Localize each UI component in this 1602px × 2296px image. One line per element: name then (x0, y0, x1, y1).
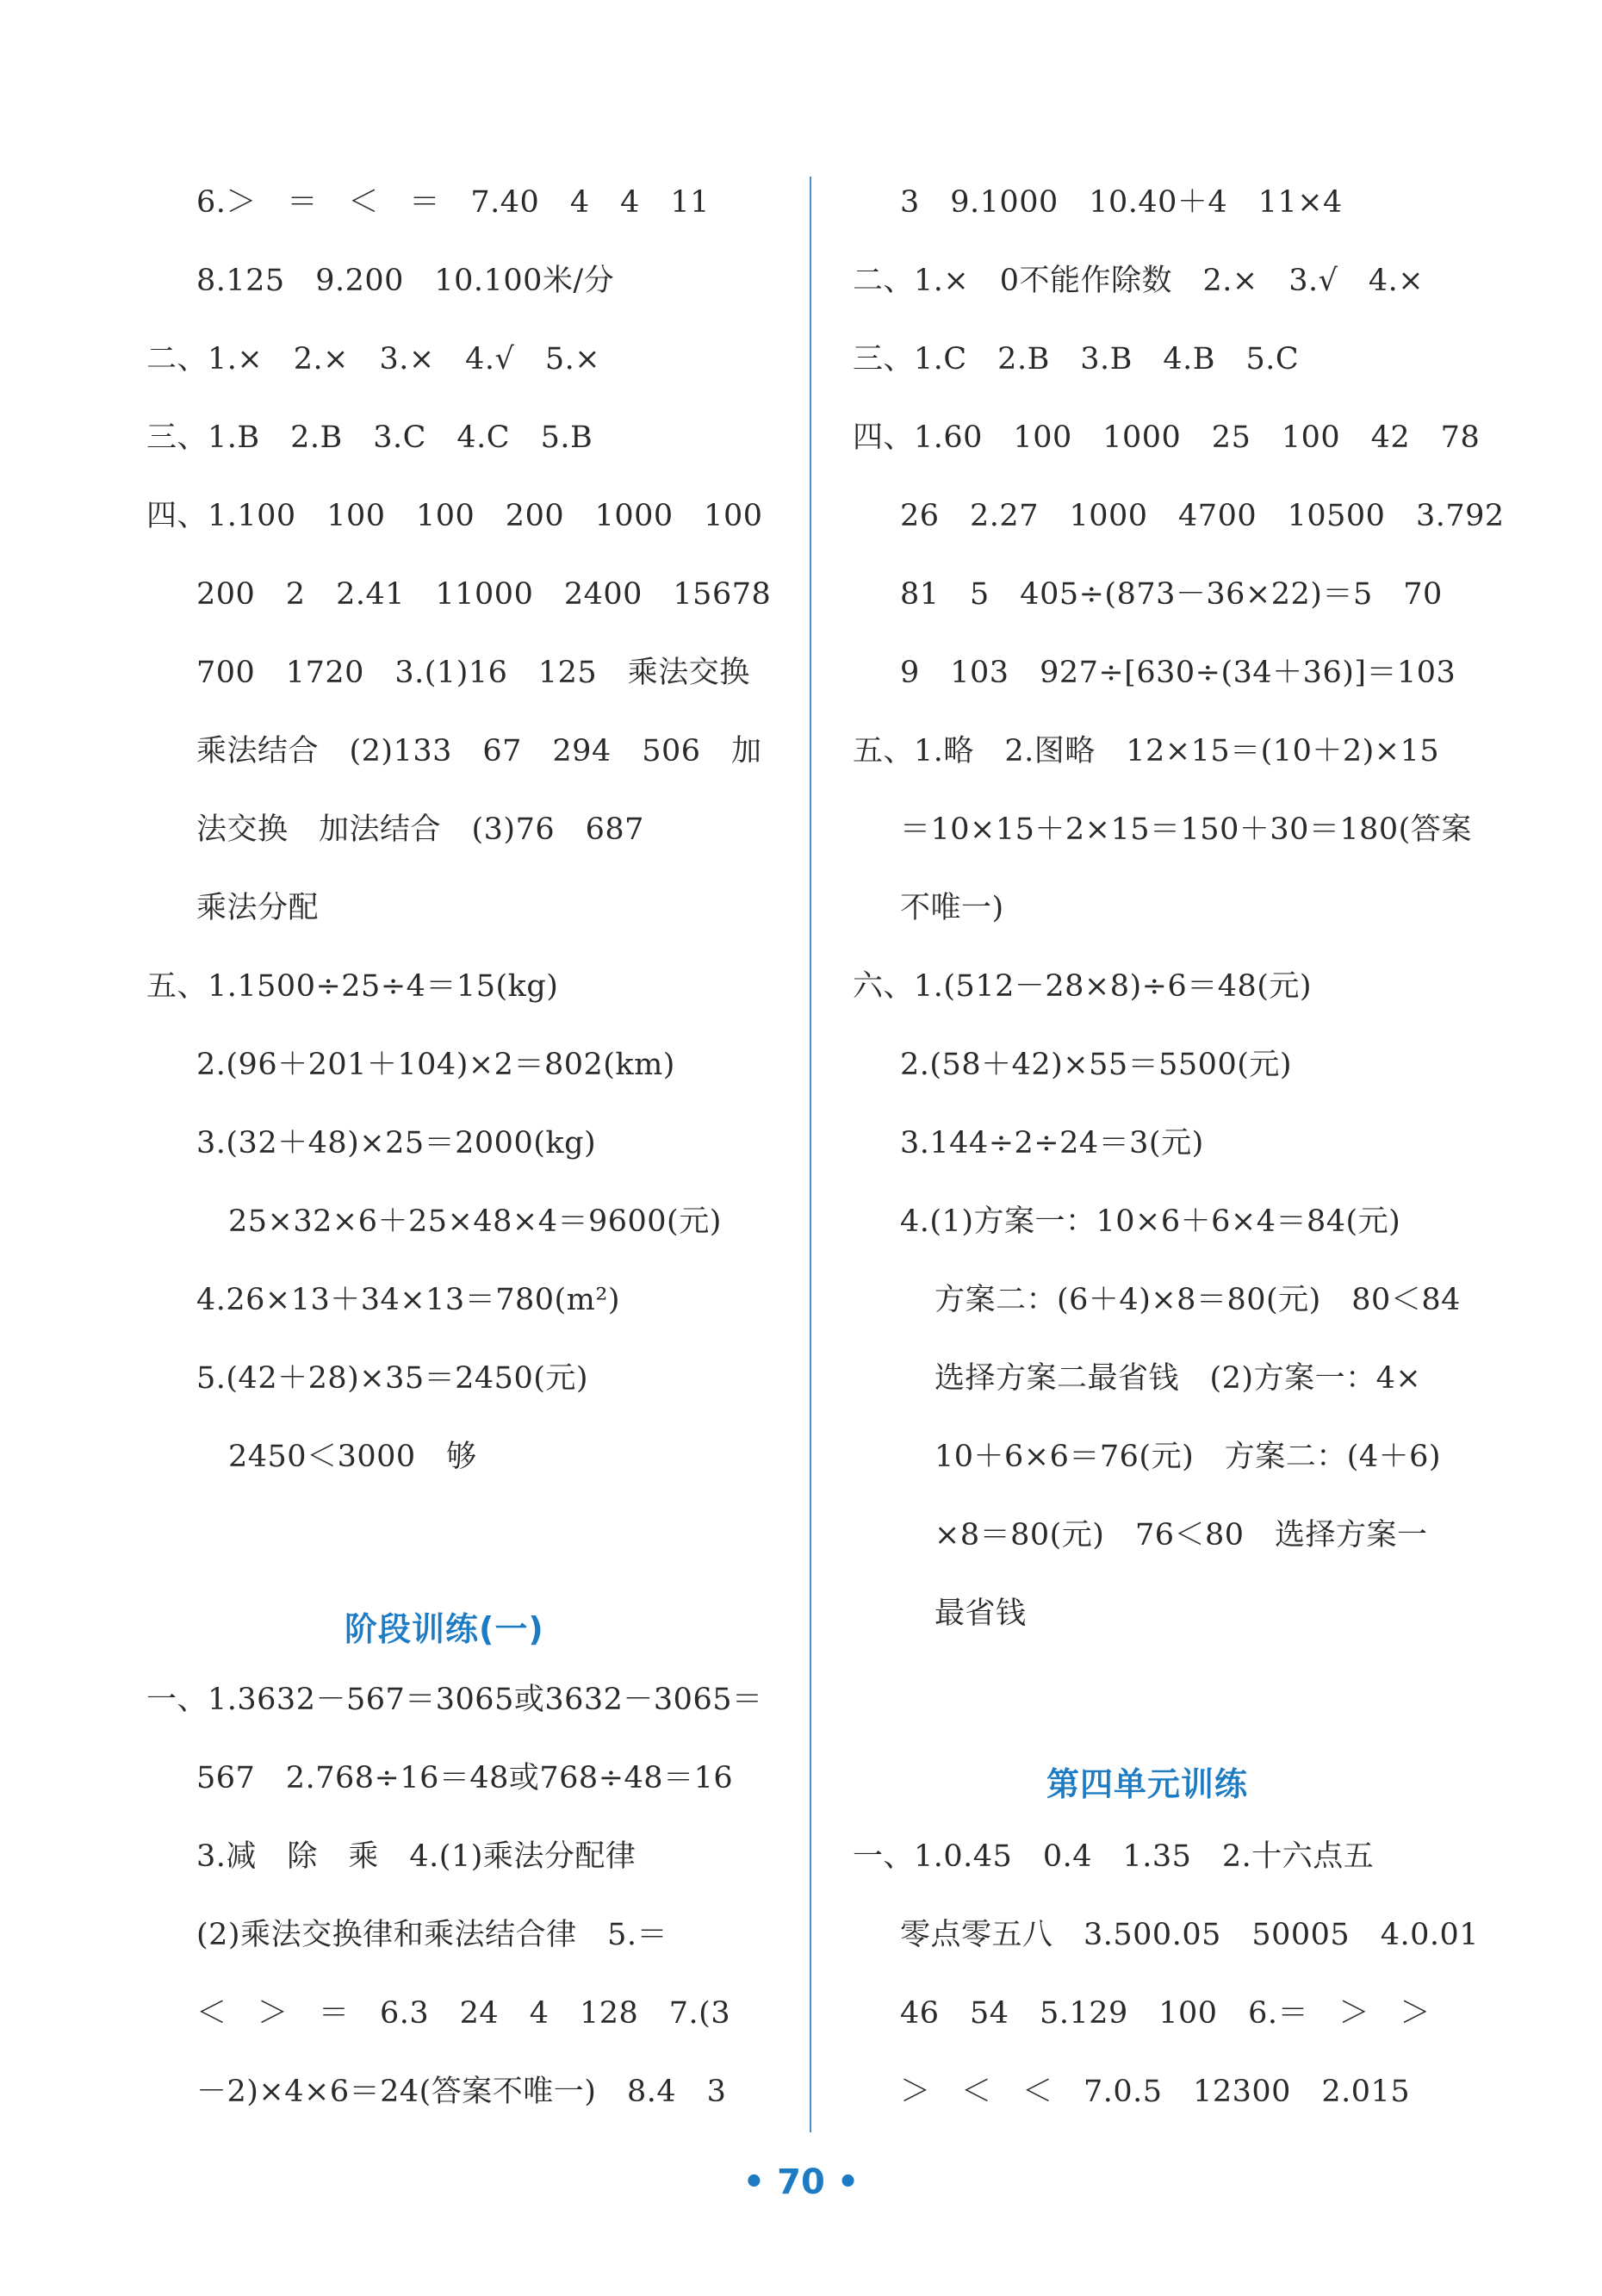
answer-line: 567 2.768÷16＝48或768÷48＝16 (196, 1761, 734, 1795)
answer-line: 9 103 927÷[630÷(34＋36)]＝103 (900, 656, 1456, 690)
answer-line: 法交换 加法结合 (3)76 687 (196, 812, 644, 847)
answer-line: 选择方案二最省钱 (2)方案一：4× (934, 1361, 1422, 1396)
answer-line: 4.26×13＋34×13＝780(m²) (196, 1283, 621, 1317)
answer-line: 五、1.略 2.图略 12×15＝(10＋2)×15 (853, 734, 1440, 768)
page-number: • 70 • (742, 2162, 860, 2202)
answer-line: 一、1.0.45 0.4 1.35 2.十六点五 (853, 1839, 1375, 1874)
answer-line: 26 2.27 1000 4700 10500 3.792 (900, 499, 1505, 533)
answer-line: 六、1.(512－28×8)÷6＝48(元) (853, 969, 1313, 1004)
answer-line: 三、1.C 2.B 3.B 4.B 5.C (853, 342, 1300, 376)
answer-line: 46 54 5.129 100 6.＝ ＞ ＞ (900, 1996, 1431, 2031)
answer-line: 零点零五八 3.500.05 50005 4.0.01 (900, 1918, 1480, 1952)
answer-line: 方案二：(6＋4)×8＝80(元) 80＜84 (934, 1283, 1461, 1317)
answer-line: 4.(1)方案一：10×6＋6×4＝84(元) (900, 1204, 1401, 1239)
answer-line: 25×32×6＋25×48×4＝9600(元) (228, 1204, 722, 1239)
answer-line: 3.144÷2÷24＝3(元) (900, 1126, 1204, 1160)
section-title-stage-training: 阶段训练(一) (345, 1610, 544, 1648)
answer-line: －2)×4×6＝24(答案不唯一) 8.4 3 (196, 2075, 727, 2109)
answer-line: 一、1.3632－567＝3065或3632－3065＝ (146, 1683, 763, 1717)
answer-line: 不唯一) (900, 891, 1004, 925)
answer-line: 四、1.60 100 1000 25 100 42 78 (853, 420, 1481, 455)
answer-line: 3 9.1000 10.40＋4 11×4 (900, 185, 1343, 220)
answer-line: 10＋6×6＝76(元) 方案二：(4＋6) (934, 1440, 1442, 1474)
answer-line: 五、1.1500÷25÷4＝15(kg) (146, 969, 559, 1004)
answer-line: 2.(58＋42)×55＝5500(元) (900, 1048, 1293, 1082)
answer-line: (2)乘法交换律和乘法结合律 5.＝ (196, 1918, 668, 1952)
answer-line: ＝10×15＋2×15＝150＋30＝180(答案 (900, 812, 1472, 847)
answer-line: 700 1720 3.(1)16 125 乘法交换 (196, 656, 750, 690)
answer-line: ×8＝80(元) 76＜80 选择方案一 (934, 1518, 1428, 1552)
answer-line: 三、1.B 2.B 3.C 4.C 5.B (146, 420, 593, 455)
answer-line: 3.(32＋48)×25＝2000(kg) (196, 1126, 597, 1160)
answer-line: 2.(96＋201＋104)×2＝802(km) (196, 1048, 675, 1082)
answer-line: 81 5 405÷(873－36×22)＝5 70 (900, 577, 1443, 612)
answer-line: ＜ ＞ ＝ 6.3 24 4 128 7.(3 (196, 1996, 731, 2031)
answer-line: 乘法结合 (2)133 67 294 506 加 (196, 734, 762, 768)
answer-line: 6.＞ ＝ ＜ ＝ 7.40 4 4 11 (196, 185, 710, 220)
answer-line: 2450＜3000 够 (228, 1440, 477, 1474)
answer-line: 四、1.100 100 100 200 1000 100 (146, 499, 763, 533)
answer-line: 最省钱 (934, 1596, 1027, 1631)
answer-line: 乘法分配 (196, 891, 320, 925)
answer-line: 5.(42＋28)×35＝2450(元) (196, 1361, 589, 1396)
answer-line: 二、1.× 0不能作除数 2.× 3.√ 4.× (853, 264, 1425, 298)
answer-line: 200 2 2.41 11000 2400 15678 (196, 577, 772, 612)
column-divider (810, 177, 811, 2132)
answer-line: ＞ ＜ ＜ 7.0.5 12300 2.015 (900, 2075, 1411, 2109)
answer-line: 3.减 除 乘 4.(1)乘法分配律 (196, 1839, 636, 1874)
section-title-unit-four: 第四单元训练 (1046, 1765, 1249, 1803)
answer-line: 8.125 9.200 10.100米/分 (196, 264, 615, 298)
answer-line: 二、1.× 2.× 3.× 4.√ 5.× (146, 342, 601, 376)
